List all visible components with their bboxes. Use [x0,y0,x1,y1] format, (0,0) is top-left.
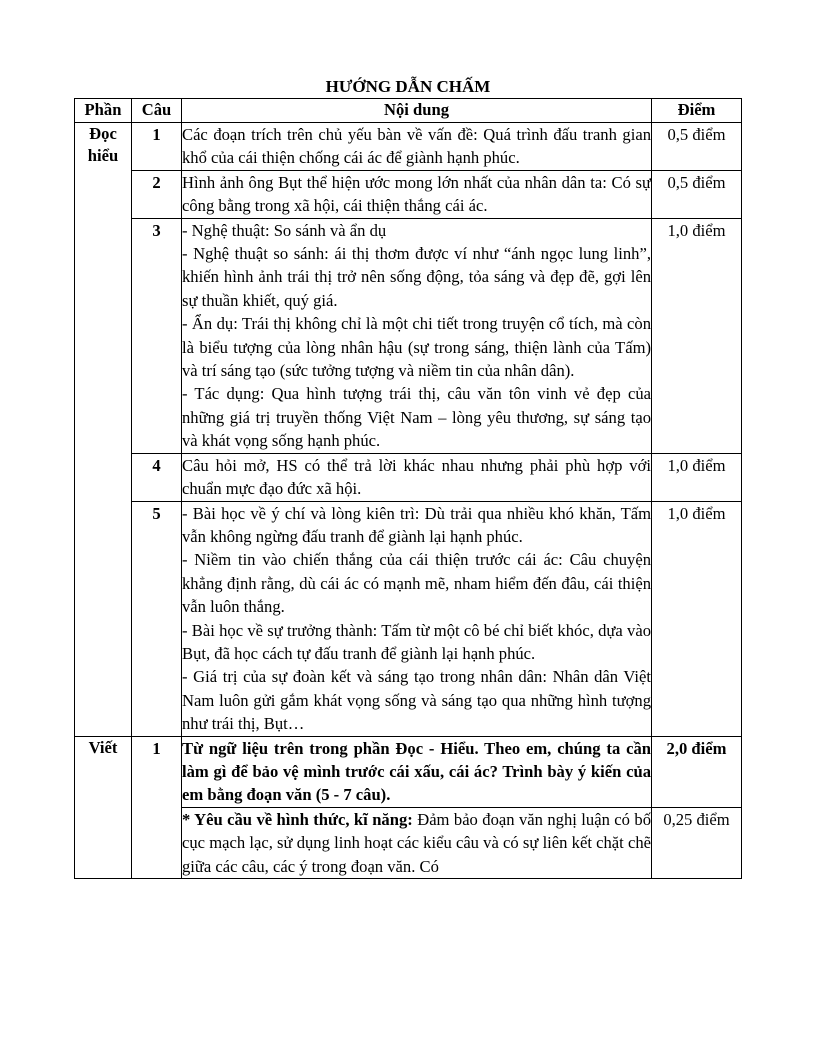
question-number: 2 [132,170,182,218]
question-number: 4 [132,453,182,501]
header-content: Nội dung [182,99,652,123]
requirement-text: Đảm bảo đoạn văn nghị luận có bố cục mạch lạc, sử dụng linh hoạt các kiểu câu và có sự liên kết chặt chẽ giữa các câu, các ý trong đoạn văn. Có [182,809,651,876]
answer-line: Hình ảnh ông Bụt thể hiện ước mong lớn nhất của nhân dân ta: Có sự công bằng trong xã hội, cái thiện thắng cái ác. [182,172,651,216]
header-part: Phần [75,99,132,123]
writing-prompt: Từ ngữ liệu trên trong phần Đọc - Hiểu. Theo em, chúng ta cần làm gì để bảo vệ mình trước cái xấu, cái ác? Trình bày ý kiến của em bằng đoạn văn (5 - 7 câu). [182,736,652,807]
score-cell: 2,0 điểm [652,736,742,807]
question-number: 3 [132,218,182,453]
answer-line: - Ẩn dụ: Trái thị không chỉ là một chi tiết trong truyện cổ tích, mà còn là biểu tượng của lòng nhân hậu (sự trong sáng, thiện lành của Tấm) và trí sáng tạo (sức tưởng tượng và niềm tin của nhân dân). [182,314,651,381]
answer-line: - Bài học về ý chí và lòng kiên trì: Dù trải qua nhiều khó khăn, Tấm vẫn không ngừng đấu tranh để giành lại hạnh phúc. [182,503,651,546]
question-number: 1 [132,736,182,878]
answer-line: - Nghệ thuật so sánh: ái thị thơm được ví như “ánh ngọc lung linh”, khiến hình ảnh trái thị trở nên sống động, tỏa sáng và đẹp đẽ, gợi lên sự thuần khiết, quý giá. [182,244,651,310]
section-reading: Đọc hiểu [75,123,132,737]
page-title: HƯỚNG DẪN CHẤM [325,77,491,96]
score-cell: 0,25 điểm [652,807,742,878]
answer-line: - Nghệ thuật: So sánh và ẩn dụ [182,220,387,240]
answer-content [182,218,652,453]
answer-content [182,170,652,218]
table-row [75,170,742,218]
grading-table [74,98,742,879]
answer-content [182,501,652,736]
answer-line: - Tác dụng: Qua hình tượng trái thị, câu văn tôn vinh vẻ đẹp của những giá trị truyền thống Việt Nam – lòng yêu thương, sự sáng tạo và khát vọng sống hạnh phúc. [182,384,651,451]
answer-line: - Giá trị của sự đoàn kết và sáng tạo trong nhân dân: Nhân dân Việt Nam luôn gửi gắm khát vọng sống và sáng tạo qua những hình tượng như trái thị, Bụt… [182,667,651,734]
table-row [75,123,742,171]
score-cell: 0,5 điểm [652,170,742,218]
table-header-row [75,99,742,123]
table-row [75,501,742,736]
table-row [75,218,742,453]
table-row [75,736,742,807]
table-row [75,453,742,501]
answer-line: - Niềm tin vào chiến thắng của cái thiện trước cái ác: Câu chuyện khẳng định rằng, dù cái ác có mạnh mẽ, nham hiểm đến đâu, cái thiện vẫn luôn thắng. [182,550,651,617]
answer-content [182,807,652,878]
question-number: 1 [132,123,182,171]
section-writing: Viết [75,736,132,878]
question-number: 5 [132,501,182,736]
score-cell: 0,5 điểm [652,123,742,171]
answer-line: - Bài học về sự trưởng thành: Tấm từ một cô bé chỉ biết khóc, dựa vào Bụt, đã học cách tự đấu tranh để giành lại hạnh phúc. [182,620,651,663]
header-score: Điểm [652,99,742,123]
header-question: Câu [132,99,182,123]
score-cell: 1,0 điểm [652,453,742,501]
score-cell: 1,0 điểm [652,501,742,736]
answer-content [182,123,652,171]
answer-content [182,453,652,501]
answer-line: Các đoạn trích trên chủ yếu bàn về vấn đề: Quá trình đấu tranh gian khổ của cái thiện chống cái ác để giành hạnh phúc. [182,125,651,168]
requirement-label: * Yêu cầu về hình thức, kĩ năng: [182,809,413,829]
score-cell: 1,0 điểm [652,218,742,453]
answer-line: Câu hỏi mở, HS có thể trả lời khác nhau nhưng phải phù hợp với chuẩn mực đạo đức xã hội. [182,455,651,499]
